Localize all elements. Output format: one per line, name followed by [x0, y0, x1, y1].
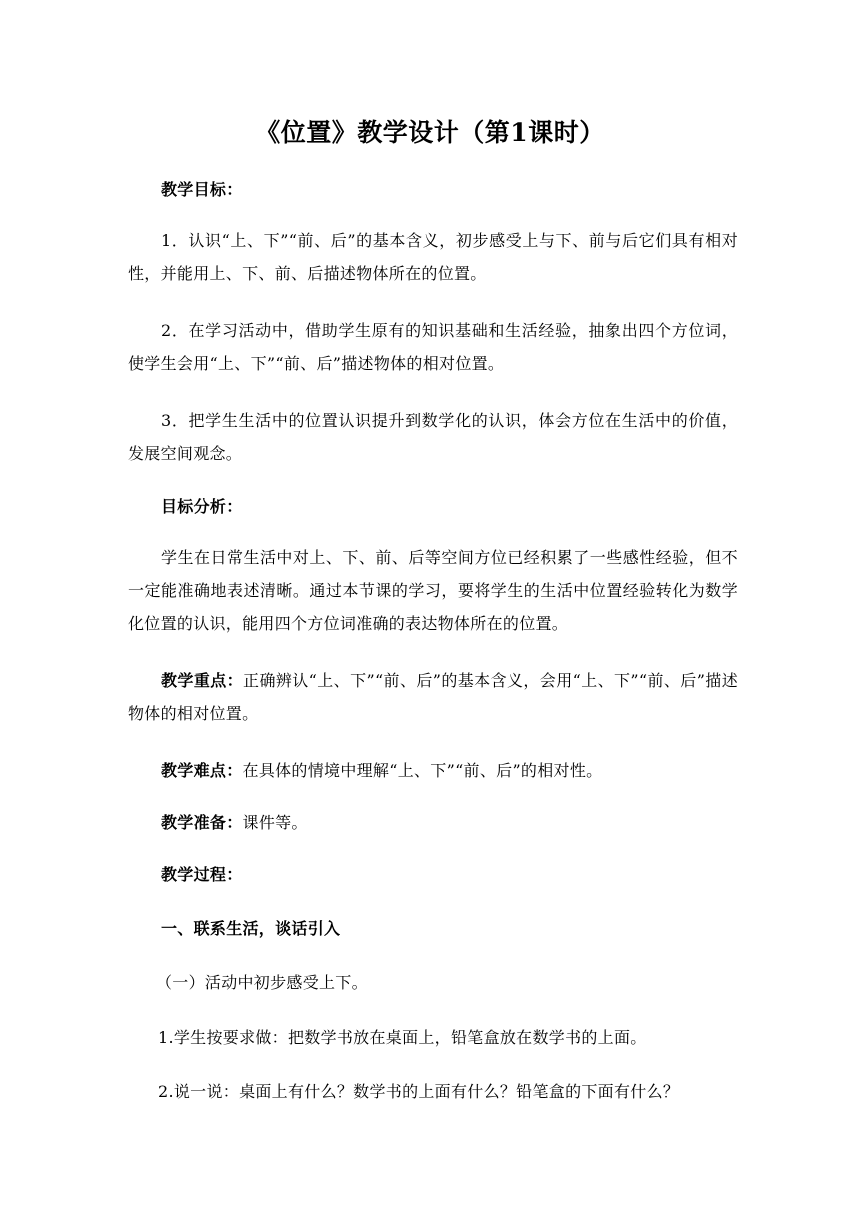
preparation-label: 教学准备： — [161, 813, 243, 832]
step-1: 1.学生按要求做：把数学书放在桌面上，铅笔盒放在数学书的上面。 — [158, 1028, 647, 1047]
section-1-heading: 一、联系生活，谈话引入 — [161, 919, 341, 938]
process-heading: 教学过程： — [161, 865, 243, 884]
objectives-heading: 教学目标： — [161, 180, 243, 199]
difficulty-paragraph — [128, 754, 738, 787]
key-point-label: 教学重点： — [161, 671, 244, 690]
difficulty-label: 教学难点： — [161, 761, 243, 780]
subsection-1: （一）活动中初步感受上下。 — [156, 973, 368, 992]
analysis-heading: 目标分析： — [161, 497, 243, 516]
objective-1: 1．认识“上、下”“前、后”的基本含义，初步感受上与下、前与后它们具有相对性，并能用上、下、前、后描述物体所在的位置。 — [128, 231, 738, 283]
preparation-paragraph — [128, 806, 738, 839]
step-2: 2.说一说：桌面上有什么？数学书的上面有什么？铅笔盒的下面有什么？ — [158, 1082, 680, 1101]
preparation-text: 课件等。 — [242, 813, 308, 832]
objective-2: 2．在学习活动中，借助学生原有的知识基础和生活经验，抽象出四个方位词，使学生会用“上、下”“前、后”描述物体的相对位置。 — [128, 321, 738, 373]
key-point-paragraph — [128, 664, 738, 730]
document-title: 《位置》教学设计（第1课时） — [255, 118, 605, 147]
difficulty-text: 在具体的情境中理解“上、下”“前、后”的相对性。 — [242, 761, 603, 780]
analysis-paragraph: 学生在日常生活中对上、下、前、后等空间方位已经积累了一些感性经验，但不一定能准确地表述清晰。通过本节课的学习，要将学生的生活中位置经验转化为数学化位置的认识，能用四个方位词准确的表达物体所在的位置。 — [128, 548, 738, 633]
objective-3: 3．把学生生活中的位置认识提升到数学化的认识，体会方位在生活中的价值，发展空间观念。 — [128, 411, 738, 463]
key-point-text: 正确辨认“上、下”“前、后”的基本含义，会用“上、下”“前、后”描述物体的相对位置。 — [128, 671, 738, 723]
